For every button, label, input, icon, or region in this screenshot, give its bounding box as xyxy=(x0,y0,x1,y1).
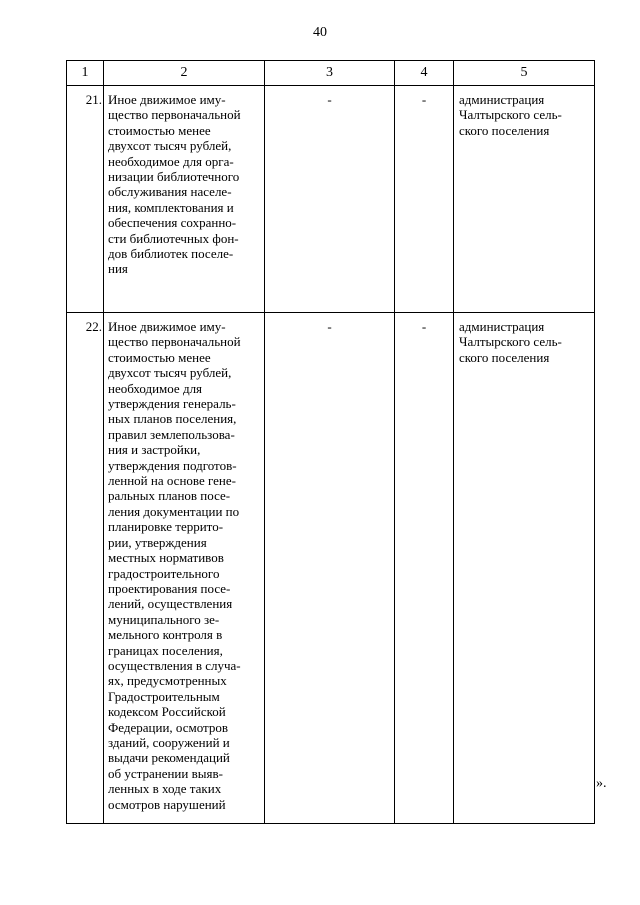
column-header-2: 2 xyxy=(104,61,265,86)
text-line: ния и застройки, xyxy=(108,442,201,458)
table-row xyxy=(67,313,595,824)
text-line: ных планов поселения, xyxy=(108,411,237,427)
column-3-value: - xyxy=(265,86,395,313)
column-header-3: 3 xyxy=(265,61,395,86)
owner-name xyxy=(454,86,595,313)
text-line: администрация xyxy=(459,92,545,107)
text-line: Иное движимое иму- xyxy=(108,92,226,107)
text-line: выдачи рекомендаций xyxy=(108,750,230,766)
text-line: рии, утверждения xyxy=(108,534,207,550)
text-line: ленной на основе гене- xyxy=(108,473,236,489)
text-line: двухсот тысяч рублей, xyxy=(108,365,232,381)
closing-quote-mark: ». xyxy=(596,776,607,791)
text-line: лений, осуществления xyxy=(108,596,233,612)
table-header-row xyxy=(67,61,595,86)
text-line: Иное движимое иму- xyxy=(108,319,226,334)
property-description xyxy=(104,313,265,824)
text-line: градостроительного xyxy=(108,565,220,581)
column-4-value: - xyxy=(395,86,454,313)
text-line: ния xyxy=(108,261,128,277)
text-line: Градостроительным xyxy=(108,688,220,704)
text-line: местных нормативов xyxy=(108,550,224,566)
column-header-1: 1 xyxy=(67,61,104,86)
text-line: сти библиотечных фон- xyxy=(108,230,239,246)
text-line: ральных планов посе- xyxy=(108,488,231,504)
text-line: щество первоначальной xyxy=(108,334,241,350)
text-line: правил землепользова- xyxy=(108,426,235,442)
column-header-5: 5 xyxy=(454,61,595,86)
text-line: границах поселения, xyxy=(108,642,223,658)
text-line: осмотров нарушений xyxy=(108,796,226,812)
row-number: 22. xyxy=(67,313,104,824)
row-number: 21. xyxy=(67,86,104,313)
text-line: ях, предусмотренных xyxy=(108,673,227,689)
text-line: утверждения подготов- xyxy=(108,457,237,473)
text-line: администрация xyxy=(459,319,545,334)
text-line: планировке террито- xyxy=(108,519,224,535)
text-line: кодексом Российской xyxy=(108,704,226,720)
text-line: стоимостью менее xyxy=(108,122,211,138)
column-4-value: - xyxy=(395,313,454,824)
text-line: Федерации, осмотров xyxy=(108,719,229,735)
text-line: осуществления в случа- xyxy=(108,657,241,673)
text-line: об устранении выяв- xyxy=(108,765,223,781)
column-header-4: 4 xyxy=(395,61,454,86)
text-line: муниципального зе- xyxy=(108,611,220,627)
text-line: Чалтырского сель- xyxy=(459,107,562,123)
text-line: Чалтырского сель- xyxy=(459,334,562,350)
text-line: проектирования посе- xyxy=(108,580,231,596)
table-row xyxy=(67,86,595,313)
text-line: ского поселения xyxy=(459,349,550,365)
text-line: ления документации по xyxy=(108,503,240,519)
text-line: ского поселения xyxy=(459,122,550,138)
text-line: необходимое для xyxy=(108,380,203,396)
text-line: мельного контроля в xyxy=(108,627,223,643)
text-line: необходимое для орга- xyxy=(108,153,234,169)
text-line: обеспечения сохранно- xyxy=(108,215,237,231)
text-line: стоимостью менее xyxy=(108,349,211,365)
column-3-value: - xyxy=(265,313,395,824)
text-line: щество первоначальной xyxy=(108,107,241,123)
text-line: низации библиотечного xyxy=(108,169,240,185)
text-line: двухсот тысяч рублей, xyxy=(108,138,232,154)
text-line: утверждения генераль- xyxy=(108,396,236,412)
page-number: 40 xyxy=(313,25,327,40)
owner-name xyxy=(454,313,595,824)
text-line: ленных в ходе таких xyxy=(108,781,222,797)
text-line: зданий, сооружений и xyxy=(108,734,230,750)
text-line: обслуживания населе- xyxy=(108,184,232,200)
text-line: ния, комплектования и xyxy=(108,199,234,215)
text-line: дов библиотек поселе- xyxy=(108,246,234,262)
property-description xyxy=(104,86,265,313)
property-table xyxy=(66,60,595,824)
